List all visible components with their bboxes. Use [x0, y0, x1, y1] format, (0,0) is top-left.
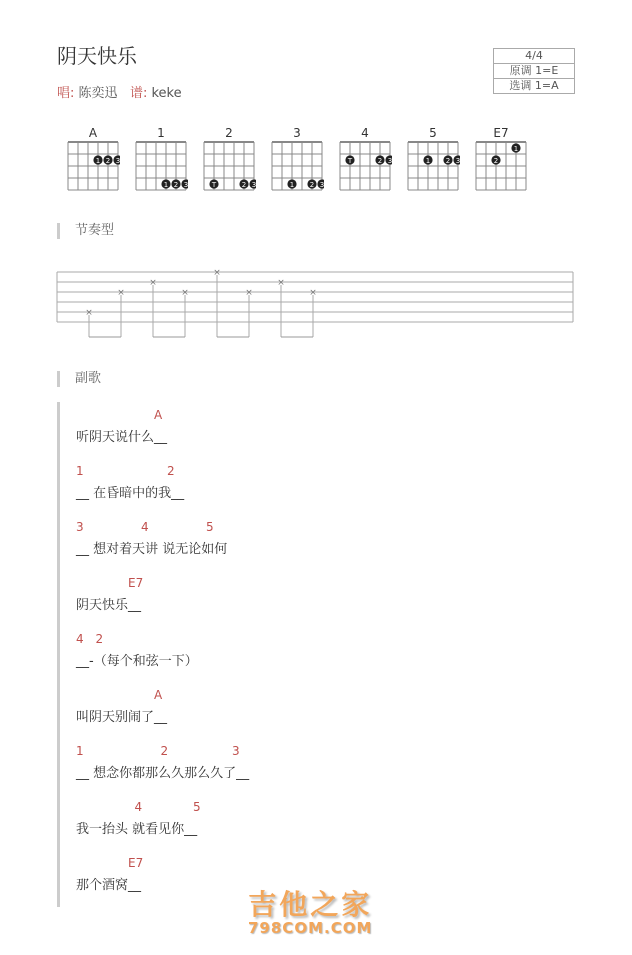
finger-number: T	[211, 181, 217, 189]
chorus-section-label: 副歌	[57, 371, 101, 387]
chord-marker: 1	[76, 464, 84, 478]
finger-number: 3	[387, 157, 392, 165]
chord-marker: 2	[95, 632, 104, 646]
finger-number: 2	[105, 157, 111, 165]
original-key: 原调 1=E	[494, 64, 574, 79]
selected-key: 选调 1=A	[509, 79, 559, 92]
finger-number: 3	[115, 157, 120, 165]
stroke-mark: ×	[149, 278, 157, 288]
stroke-mark: ×	[213, 268, 221, 278]
singer-name: 陈奕迅	[78, 86, 118, 101]
lyric-text: 那个酒窝__	[76, 878, 142, 893]
finger-number: 1	[513, 145, 519, 153]
finger-number: 3	[183, 181, 188, 189]
finger-number: 3	[319, 181, 324, 189]
finger-number: 2	[377, 157, 383, 165]
stroke-mark: ×	[117, 288, 125, 298]
singer-label: 唱:	[57, 86, 75, 101]
song-title: 阴天快乐	[57, 44, 137, 68]
finger-number: 2	[493, 157, 499, 165]
stroke-mark: ×	[181, 288, 189, 298]
tab-label: 谱:	[129, 86, 148, 101]
lyric-text: 叫阴天别闹了__	[76, 710, 168, 725]
chord-marker: 3	[232, 744, 240, 758]
finger-number: 1	[95, 157, 101, 165]
chord-marker: 4	[141, 520, 149, 534]
rhythm-staff	[0, 0, 632, 360]
chord-marker: 4	[76, 632, 84, 646]
chord-marker: E7	[128, 576, 144, 590]
finger-number: 3	[455, 157, 460, 165]
chord-marker: E7	[128, 856, 144, 870]
chord-marker: 4	[134, 800, 143, 814]
site-watermark	[248, 883, 372, 937]
finger-number: 1	[163, 181, 169, 189]
chord-marker: 5	[193, 800, 201, 814]
lyric-text: __ 在昏暗中的我__	[76, 486, 185, 501]
watermark-text: 吉他之家	[248, 888, 373, 921]
chord-name: E7	[493, 126, 509, 140]
chorus-bar	[57, 402, 60, 907]
finger-number: 1	[289, 181, 295, 189]
watermark-site: 798COM.COM	[248, 919, 373, 937]
time-signature: 4/4	[494, 49, 574, 64]
chord-marker: 1	[76, 744, 84, 758]
stroke-mark: ×	[245, 288, 253, 298]
finger-number: 1	[425, 157, 431, 165]
stroke-mark: ×	[85, 308, 93, 318]
finger-number: 2	[445, 157, 451, 165]
tab-author: keke	[151, 86, 182, 101]
chord-name: 3	[293, 126, 301, 140]
finger-number: 2	[173, 181, 179, 189]
chord-marker: A	[154, 688, 163, 702]
lyric-text: 阴天快乐__	[76, 598, 142, 613]
chord-name: 4	[361, 126, 369, 140]
chord-name: 5	[429, 126, 437, 140]
chord-marker: 5	[206, 520, 214, 534]
finger-number: T	[347, 157, 353, 165]
finger-number: 2	[241, 181, 247, 189]
finger-number: 3	[251, 181, 256, 189]
lyric-text: 听阴天说什么__	[76, 430, 168, 445]
chord-marker: A	[154, 408, 163, 422]
lyric-text: 我一抬头 就看见你__	[76, 822, 198, 837]
lyric-text: __ 想对着天讲 说无论如何	[76, 542, 228, 557]
chord-marker: 2	[167, 464, 175, 478]
chord-name: 2	[225, 126, 233, 140]
chord-marker: 2	[160, 744, 169, 758]
chord-name: 1	[157, 126, 165, 140]
stroke-mark: ×	[277, 278, 285, 288]
rhythm-section-label: 节奏型	[57, 223, 114, 239]
lyric-text: __ 想念你都那么久那么久了__	[76, 766, 250, 781]
chord-marker: 3	[76, 520, 84, 534]
finger-number: 2	[309, 181, 315, 189]
chord-name: A	[88, 126, 98, 140]
stroke-mark: ×	[309, 288, 317, 298]
lyric-text: __-（每个和弦一下）	[76, 654, 198, 669]
